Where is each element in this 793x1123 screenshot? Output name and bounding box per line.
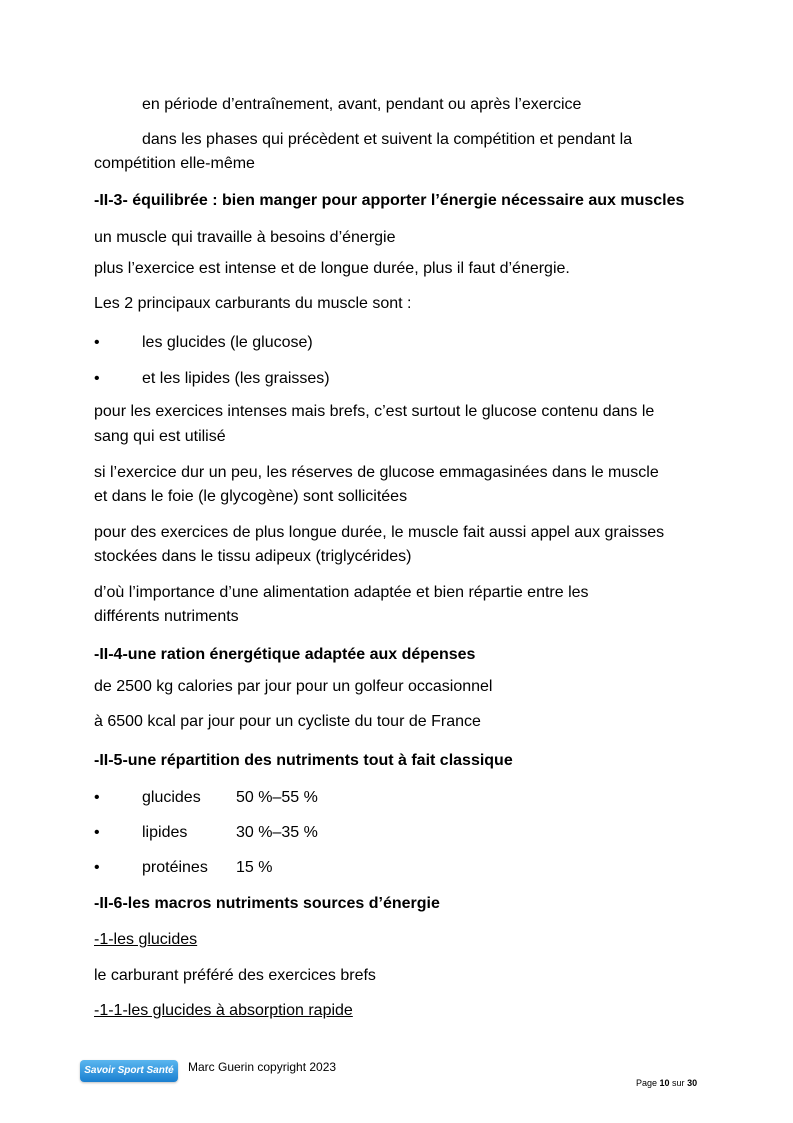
nutrient-percentage: 30 %–35 % — [236, 824, 318, 841]
list-item: les glucides (le glucose) — [142, 334, 313, 351]
bullet-marker: • — [94, 859, 100, 876]
section-heading: -II-6-les macros nutriments sources d’énergie — [94, 895, 440, 912]
text-line: plus l’exercice est intense et de longue durée, plus il faut d’énergie. — [94, 260, 570, 277]
nutrient-name: glucides — [142, 789, 201, 806]
list-item: et les lipides (les graisses) — [142, 370, 330, 387]
text-line: en période d’entraînement, avant, pendant ou après l’exercice — [142, 96, 582, 113]
text-line: pour les exercices intenses mais brefs, c’est surtout le glucose contenu dans le — [94, 403, 655, 420]
text-line: de 2500 kg calories par jour pour un golfeur occasionnel — [94, 678, 493, 695]
section-heading: -II-5-une répartition des nutriments tout à fait classique — [94, 752, 513, 769]
bullet-marker: • — [94, 370, 100, 387]
footer-copyright: Marc Guerin copyright 2023 — [188, 1060, 337, 1074]
nutrient-percentage: 15 % — [236, 859, 273, 876]
bullet-marker: • — [94, 824, 100, 841]
page-separator: sur — [669, 1078, 688, 1088]
nutrient-name: lipides — [142, 824, 188, 841]
page-current: 10 — [659, 1078, 670, 1088]
text-line: dans les phases qui précèdent et suivent la compétition et pendant la — [142, 131, 633, 148]
text-line: et dans le foie (le glycogène) sont sollicitées — [94, 488, 408, 505]
text-line: à 6500 kcal par jour pour un cycliste du tour de France — [94, 713, 481, 730]
text-line: stockées dans le tissu adipeux (triglycérides) — [94, 548, 412, 565]
nutrient-name: protéines — [142, 859, 208, 876]
text-line: si l’exercice dur un peu, les réserves de glucose emmagasinées dans le muscle — [94, 464, 659, 481]
page-total: 30 — [687, 1078, 698, 1088]
subsection-heading: -1-les glucides — [94, 931, 198, 948]
page-prefix: Page — [636, 1078, 660, 1088]
text-line: compétition elle-même — [94, 155, 255, 172]
text-line: un muscle qui travaille à besoins d’énergie — [94, 229, 396, 246]
text-line: d’où l’importance d’une alimentation adaptée et bien répartie entre les — [94, 584, 589, 601]
text-line: le carburant préféré des exercices brefs — [94, 967, 376, 984]
bullet-marker: • — [94, 789, 100, 806]
text-line: pour des exercices de plus longue durée, le muscle fait aussi appel aux graisses — [94, 524, 665, 541]
nutrient-percentage: 50 %–55 % — [236, 789, 318, 806]
text-line: différents nutriments — [94, 608, 239, 625]
subsection-heading: -1-1-les glucides à absorption rapide — [94, 1002, 353, 1019]
text-line: sang qui est utilisé — [94, 428, 226, 445]
text-line: Les 2 principaux carburants du muscle sont : — [94, 295, 412, 312]
page-number — [636, 1077, 697, 1089]
brand-logo: Savoir Sport Santé — [80, 1060, 178, 1082]
section-heading: -II-4-une ration énergétique adaptée aux dépenses — [94, 646, 476, 663]
bullet-marker: • — [94, 334, 100, 351]
section-heading: -II-3- équilibrée : bien manger pour apporter l’énergie nécessaire aux muscles — [94, 192, 685, 209]
